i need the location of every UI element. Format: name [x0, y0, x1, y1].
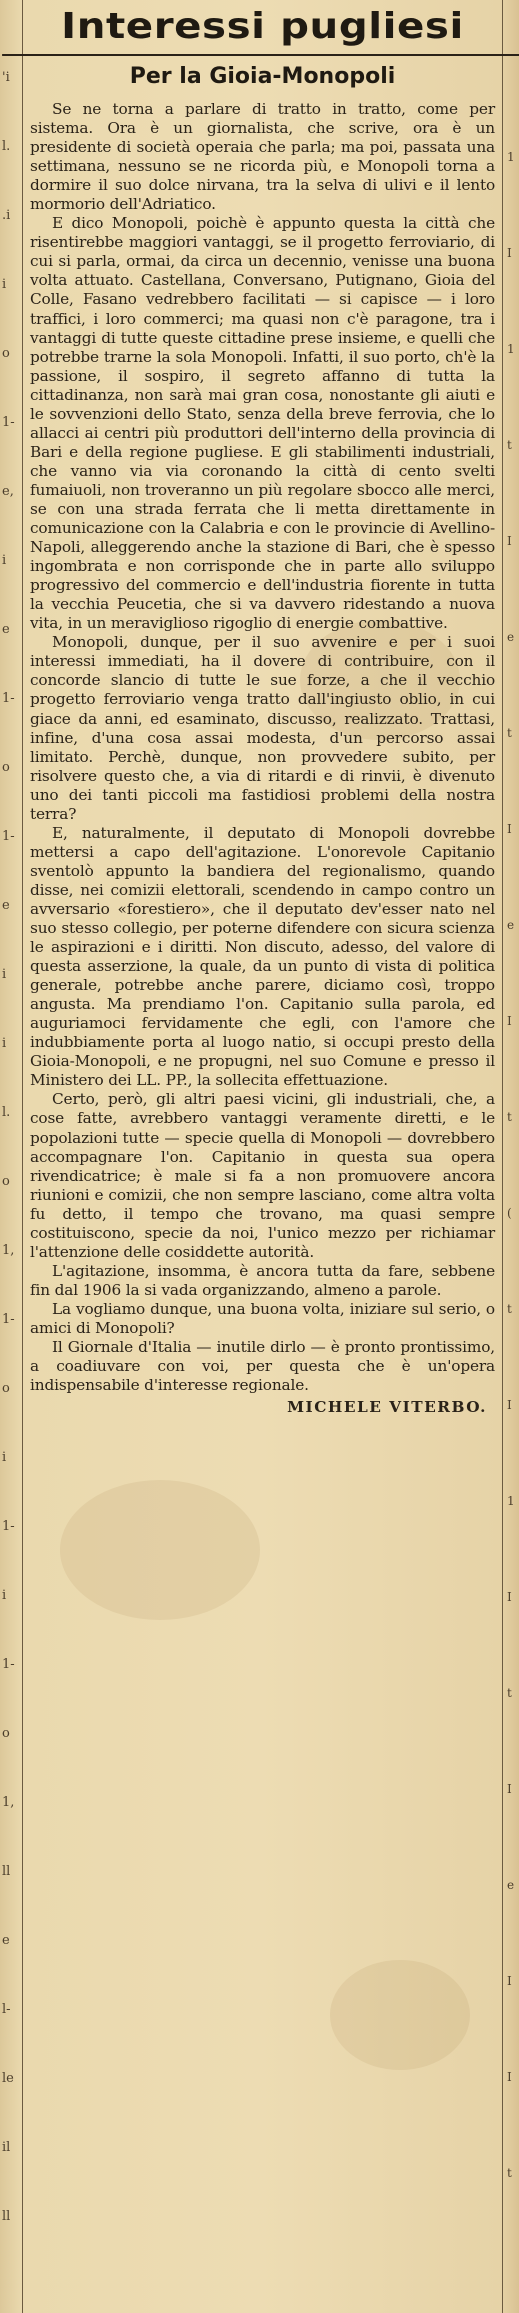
left-margin-fragment: 1- — [2, 1312, 15, 1327]
left-margin-fragment: i — [2, 277, 7, 292]
paragraph: E, naturalmente, il deputato di Monopoli dovrebbe mettersi a capo dell'agitazione. L'onorevole Capitanio sventolò appunto la bandiera del regionalismo, quando disse, nei comizii elettorali, scendendo in campo contro un avversario «forestiero», che il deputato dev'esser nato nel suo stesso collegio, per poterne difendere con sicura scienza le aspirazioni e i diritti. Non discuto, adesso, del valore di questa asserzione, la quale, da un punto di vista di politica generale, potrebbe anche parere, diciamo così, troppo angusta. Ma prendiamo l'on. Capitanio sulla parola, ed auguriamoci fervidamente che egli, con l'amore che indubbiamente porta al luogo natio, si occupi presto della Gioia-Monopoli, e ne propugni, nel suo Comune e presso il Ministero dei LL. PP., la sollecita effettuazione. — [30, 823, 495, 1090]
paragraph: Se ne torna a parlare di tratto in tratto, come per sistema. Ora è un giornalista, che scrive, ora è un presidente di società operaia che parla; ma poi, passata una settimana, nessuno se ne ricorda più, e Monopoli torna a dormire il suo dolce nirvana, tra la selva di ulivi e il lento mormorio dell'Adriatico. — [30, 100, 495, 214]
left-margin-fragment: o — [2, 760, 10, 775]
left-margin-fragment: o — [2, 1381, 10, 1396]
left-margin-fragment: 1- — [2, 415, 15, 430]
left-margin-fragment: e, — [2, 484, 14, 499]
left-margin-fragment: 'i — [2, 70, 10, 85]
right-margin-fragment: I — [507, 246, 512, 260]
right-margin-fragment: t — [507, 438, 512, 452]
left-margin-fragment: 1- — [2, 691, 15, 706]
left-margin-fragment: i — [2, 1588, 7, 1603]
right-margin-fragment: t — [507, 1110, 512, 1124]
right-margin-fragment: 1 — [507, 1494, 515, 1508]
left-margin-fragment: l- — [2, 2002, 11, 2017]
right-margin-fragment: I — [507, 1014, 512, 1028]
right-margin-fragment: e — [507, 630, 515, 644]
right-margin-fragment: I — [507, 2070, 512, 2084]
left-margin-fragment: 1- — [2, 1519, 15, 1534]
left-margin-fragment: i — [2, 1450, 7, 1465]
paragraph: La vogliamo dunque, una buona volta, iniziare sul serio, o amici di Monopoli? — [30, 1299, 495, 1337]
right-margin-fragment: I — [507, 534, 512, 548]
left-margin-fragment: o — [2, 1174, 10, 1189]
article — [30, 0, 495, 1417]
right-margin-fragment: I — [507, 1974, 512, 1988]
author-signature: MICHELE VITERBO. — [287, 1398, 487, 1417]
left-margin-fragment: 1, — [2, 1795, 15, 1810]
left-margin-fragment: i — [2, 967, 7, 982]
paragraph: Il Giornale d'Italia — inutile dirlo — è pronto prontissimo, a coadiuvare con voi, per questa che è un'opera indispensabile d'interesse regionale. — [30, 1338, 495, 1395]
paragraph: Certo, però, gli altri paesi vicini, gli industriali, che, a cose fatte, avrebbero vantaggi veramente diretti, e le popolazioni tutte — specie quella di Monopoli — dovrebbero accompagnare l'on. Capitanio in questa sua opera rivendicatrice; è male si fa a non promuovere ancora riunioni e comizii, che non sempre lasciano, come altra volta fu detto, il tempo che trovano, ma quasi sempre costituiscono, specie da noi, l'unico mezzo per richiamar l'attenzione delle cosiddette autorità. — [30, 1090, 495, 1261]
paragraph: L'agitazione, insomma, è ancora tutta da fare, sebbene fin dal 1906 la si vada organizzando, almeno a parole. — [30, 1261, 495, 1299]
right-margin-fragment: t — [507, 1302, 512, 1316]
left-margin-fragment: 1- — [2, 829, 15, 844]
left-margin-fragment: i — [2, 553, 7, 568]
right-margin-fragment: I — [507, 1782, 512, 1796]
left-margin-fragment: ll — [2, 2209, 11, 2224]
left-margin-fragment: le — [2, 2071, 14, 2086]
left-margin-fragment: o — [2, 1726, 10, 1741]
headline: Interessi pugliesi — [2, 0, 519, 56]
left-column-edge — [0, 0, 23, 2313]
right-margin-fragment: 1 — [507, 150, 515, 164]
right-margin-fragment: I — [507, 1590, 512, 1604]
left-margin-fragment: l. — [2, 1105, 11, 1120]
subheadline: Per la Gioia-Monopoli — [129, 64, 396, 89]
left-margin-fragment: o — [2, 346, 10, 361]
left-margin-fragment: l. — [2, 139, 11, 154]
right-margin-fragment: 1 — [507, 342, 515, 356]
right-column-edge — [502, 0, 519, 2313]
left-margin-fragment: i — [2, 1036, 7, 1051]
right-margin-fragment: e — [507, 1878, 515, 1892]
right-margin-fragment: I — [507, 822, 512, 836]
right-margin-fragment: t — [507, 2166, 512, 2180]
left-margin-fragment: e — [2, 898, 10, 913]
left-margin-fragment: .i — [2, 208, 11, 223]
article-body — [30, 100, 495, 1395]
left-margin-fragment: 1- — [2, 1657, 15, 1672]
right-margin-fragment: t — [507, 1686, 512, 1700]
paragraph: Monopoli, dunque, per il suo avvenire e per i suoi interessi immediati, ha il dovere di contribuire, con il concorde slancio di tutte le sue forze, a che il vecchio progetto ferroviario venga tratto dall'ingiusto oblio, in cui giace da anni, ed esaminato, discusso, realizzato. Trattasi, infine, d'una cosa assai modesta, d'un percorso assai limitato. Perchè, dunque, non provvedere subito, per risolvere questo che, a via di ritardi e di rinvii, è divenuto uno dei tanti piccoli ma fastidiosi problemi della nostra terra? — [30, 633, 495, 823]
left-margin-fragment: e — [2, 622, 10, 637]
right-margin-fragment: I — [507, 1398, 512, 1412]
left-margin-fragment: 1, — [2, 1243, 15, 1258]
left-margin-fragment: ll — [2, 1864, 11, 1879]
right-margin-fragment: ( — [507, 1206, 512, 1220]
right-margin-fragment: t — [507, 726, 512, 740]
left-margin-fragment: e — [2, 1933, 10, 1948]
paragraph: E dico Monopoli, poichè è appunto questa la città che risentirebbe maggiori vantaggi, se il progetto ferroviario, di cui si parla, ormai, da circa un decennio, venisse una buona volta attuato. Castellana, Conversano, Putignano, Gioia del Colle, Fasano vedrebbero facilitati — si capisce — i loro traffici, i loro commerci; ma quasi non c'è paragone, tra i vantaggi di tutte queste cittadine prese insieme, e quelli che potrebbe trarne la sola Monopoli. Infatti, il suo porto, ch'è la passione, il sospiro, il segreto affanno di tutta la cittadinanza, non sarà mai gran cosa, nonostante gli aiuti e le sovvenzioni dello Stato, senza della breve ferrovia, che lo allacci ai centri più produttori dell'interno della provincia di Bari e della regione pugliese. E gli stabilimenti industriali, che vanno via via coronando la città di cento svelti fumaiuoli, non troveranno un più regolare sbocco alle merci, se con una strada ferrata che li metta direttamente in comunicazione con la Calabria e con le provincie di Avellino-Napoli, alleggerendo anche la stazione di Bari, che è spesso ingombrata e non corrisponde che in parte allo sviluppo progressivo del commercio e dell'industria fiorente in tutta la vecchia Peucetia, che si va davvero ridestando a nuova vita, in un meraviglioso rigoglio di energie combattive. — [30, 214, 495, 633]
right-margin-fragment: e — [507, 918, 515, 932]
left-margin-fragment: il — [2, 2140, 11, 2155]
